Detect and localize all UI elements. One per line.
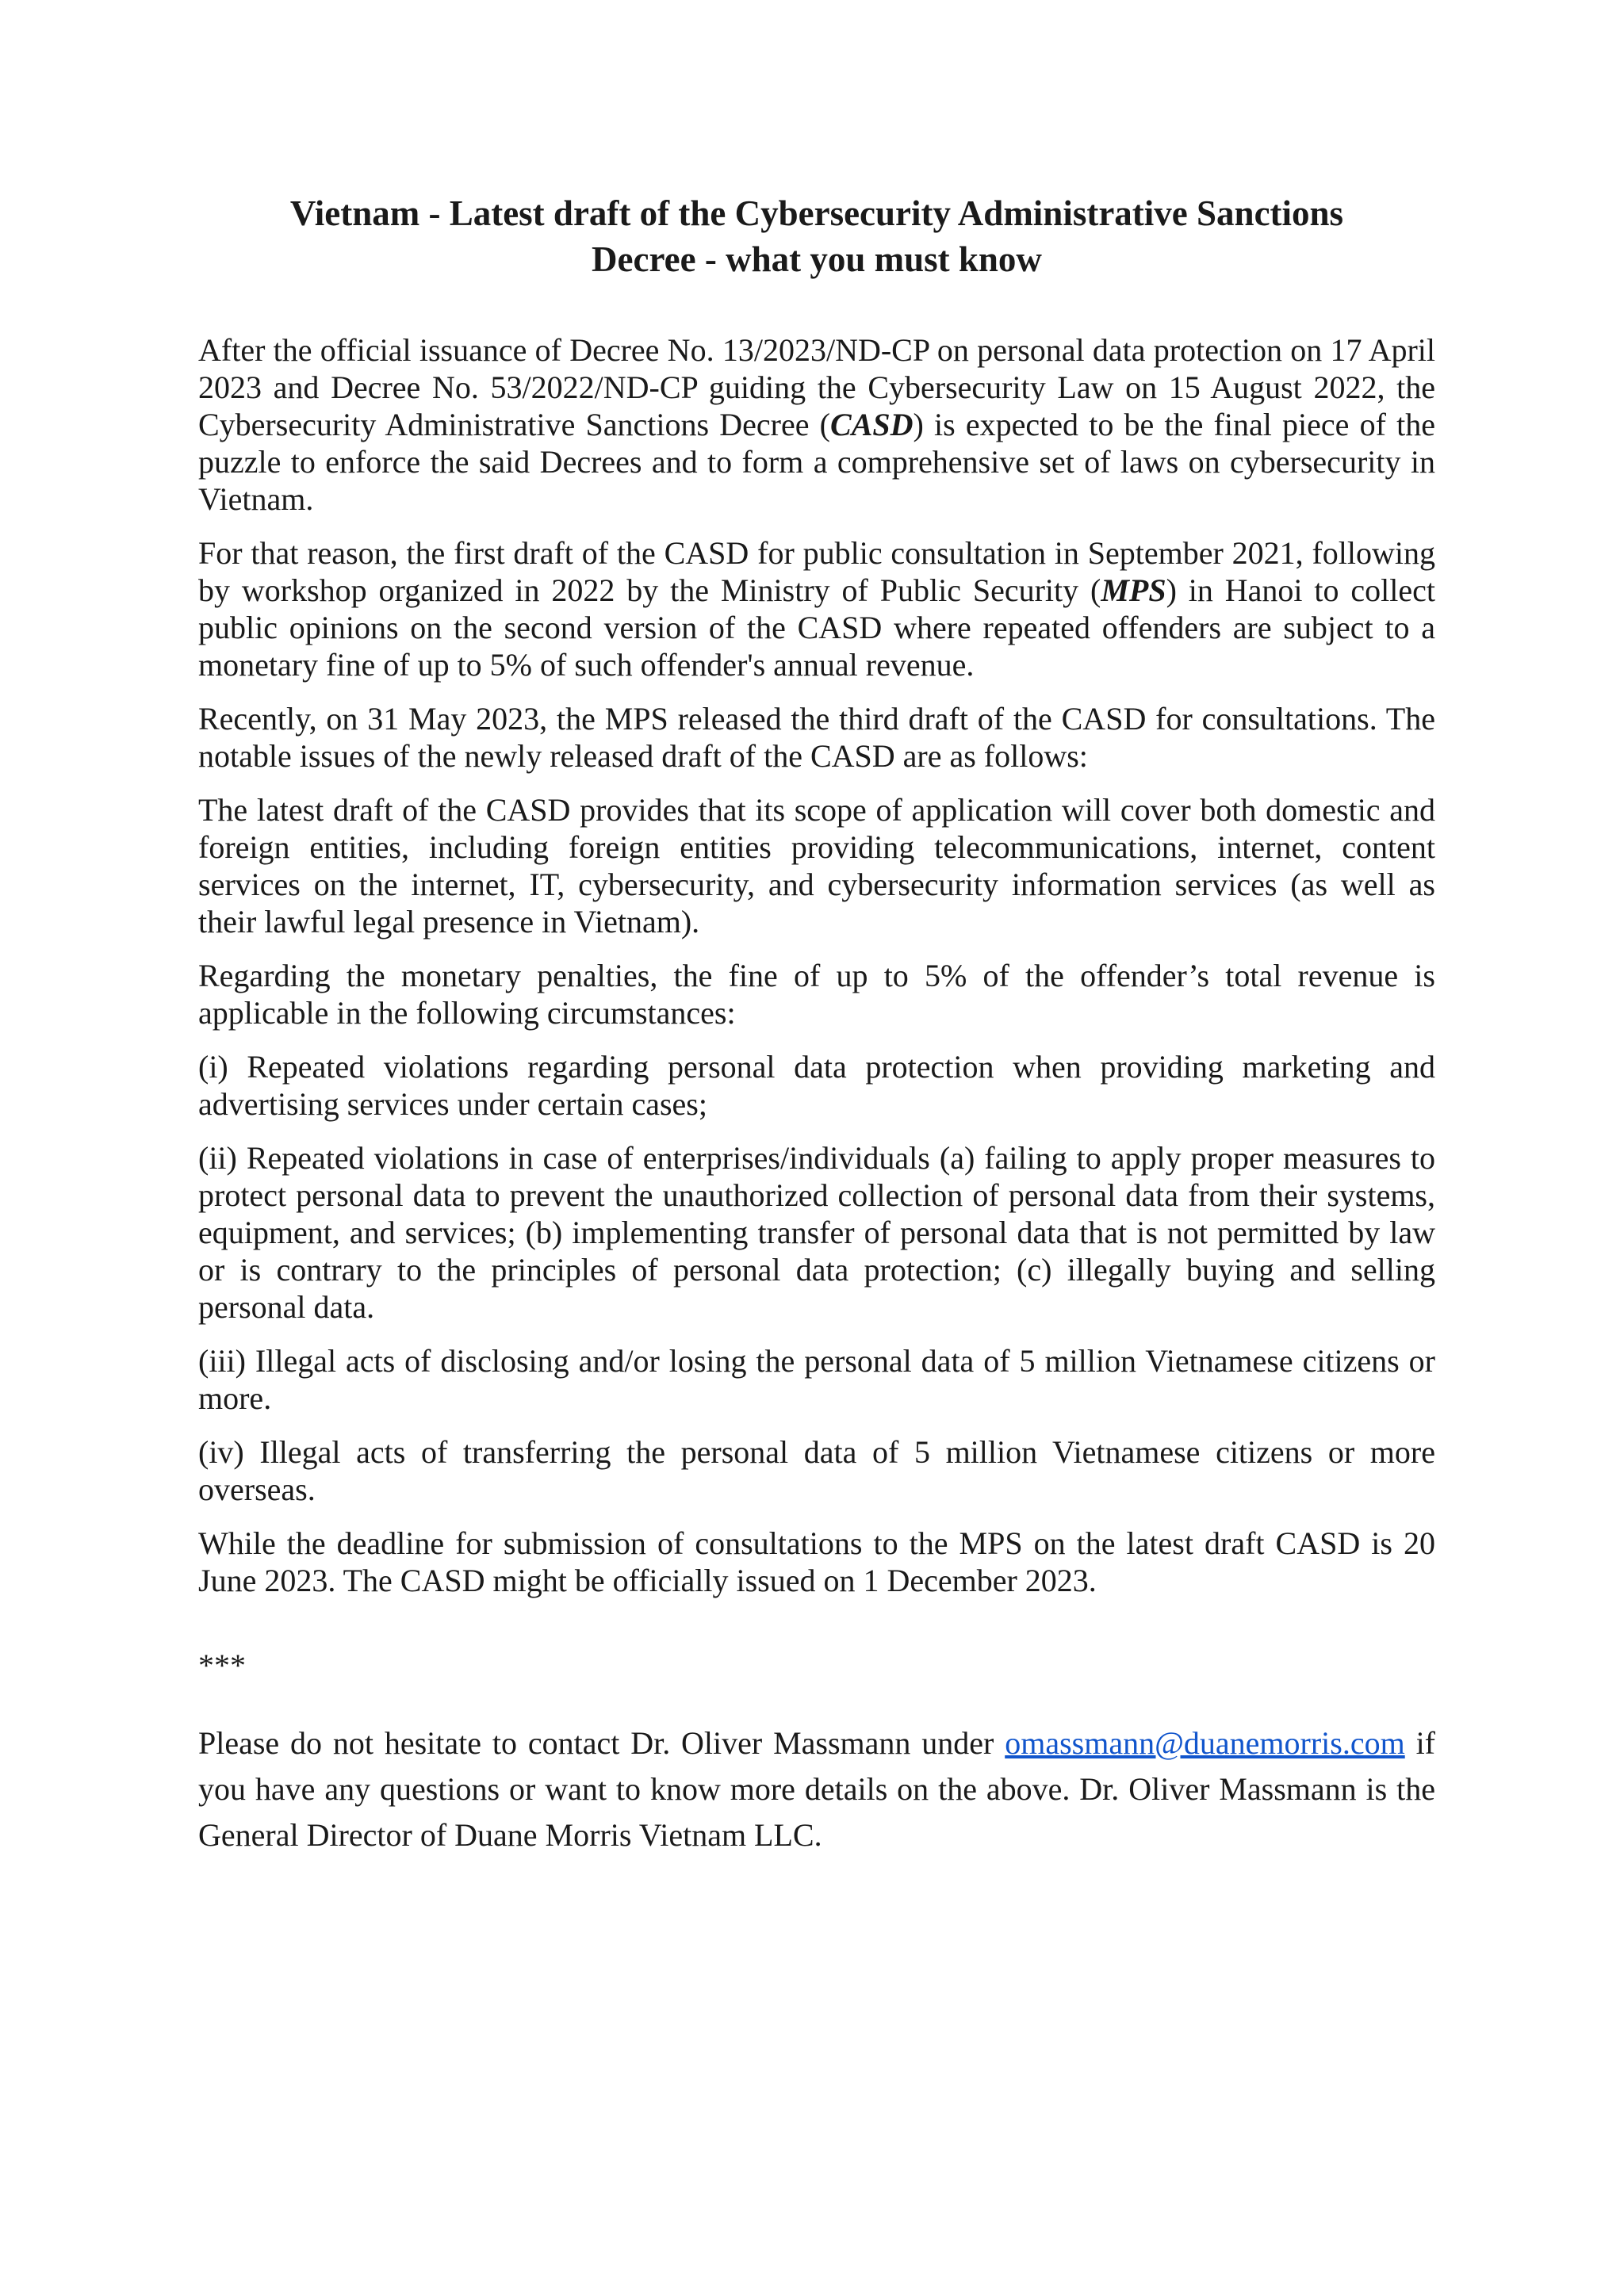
list-item-iv: (iv) Illegal acts of transferring the personal data of 5 million Vietnamese citizens or more overseas.	[198, 1434, 1435, 1507]
paragraph-intro: After the official issuance of Decree No. 13/2023/ND-CP on personal data protection on 17 April 2023 and Decree No. 53/2022/ND-CP guiding the Cybersecurity Law on 15 August 2022, the Cybersecurity Administrative Sanctions Decree (CASD) is expected to be the final piece of the puzzle to enforce the said Decrees and to form a comprehensive set of laws on cybersecurity in Vietnam.	[198, 332, 1436, 517]
list-item-iii: (iii) Illegal acts of disclosing and/or losing the personal data of 5 million Vietnamese citizens or more.	[198, 1343, 1435, 1416]
email-link[interactable]: omassmann@duanemorris.com	[1005, 1725, 1405, 1761]
term-mps: MPS	[1101, 572, 1166, 608]
paragraph-deadline: While the deadline for submission of consultations to the MPS on the latest draft CASD is 20 June 2023. The CASD might be officially issued on 1 December 2023.	[198, 1525, 1435, 1598]
document-page	[198, 190, 1435, 1858]
title-line-1: Vietnam - Latest draft of the Cybersecurity Administrative Sanctions	[289, 193, 1344, 233]
paragraph-penalties: Regarding the monetary penalties, the fine of up to 5% of the offender’s total revenue is applicable in the following circumstances:	[198, 958, 1435, 1031]
paragraph-scope: The latest draft of the CASD provides that its scope of application will cover both domestic and foreign entities, including foreign entities providing telecommunications, internet, content services on the internet, IT, cybersecurity, and cybersecurity information services (as well as their lawful legal presence in Vietnam).	[198, 792, 1435, 939]
term-casd: CASD	[830, 407, 914, 442]
list-item-i: (i) Repeated violations regarding personal data protection when providing marketing and advertising services under certain cases;	[198, 1049, 1435, 1122]
document-title	[198, 190, 1435, 282]
paragraph-third-draft: Recently, on 31 May 2023, the MPS released the third draft of the CASD for consultations. The notable issues of the newly released draft of the CASD are as follows:	[198, 701, 1435, 774]
list-item-ii: (ii) Repeated violations in case of enterprises/individuals (a) failing to apply proper measures to protect personal data to prevent the unauthorized collection of personal data from their systems, equipment, and services; (b) implementing transfer of personal data that is not permitted by law or is contrary to the principles of personal data protection; (c) illegally buying and selling personal data.	[198, 1140, 1435, 1325]
title-line-2: Decree - what you must know	[592, 239, 1042, 279]
contact-paragraph: Please do not hesitate to contact Dr. Oliver Massmann under omassmann@duanemorris.com if you have any questions or want to know more details on the above. Dr. Oliver Massmann is the General Director of Duane Morris Vietnam LLC.	[198, 1725, 1436, 1853]
section-separator: ***	[198, 1647, 246, 1683]
paragraph-background: For that reason, the first draft of the CASD for public consultation in September 2021, following by workshop organized in 2022 by the Ministry of Public Security (MPS) in Hanoi to collect public opinions on the second version of the CASD where repeated offenders are subject to a monetary fine of up to 5% of such offender's annual revenue.	[198, 535, 1436, 683]
